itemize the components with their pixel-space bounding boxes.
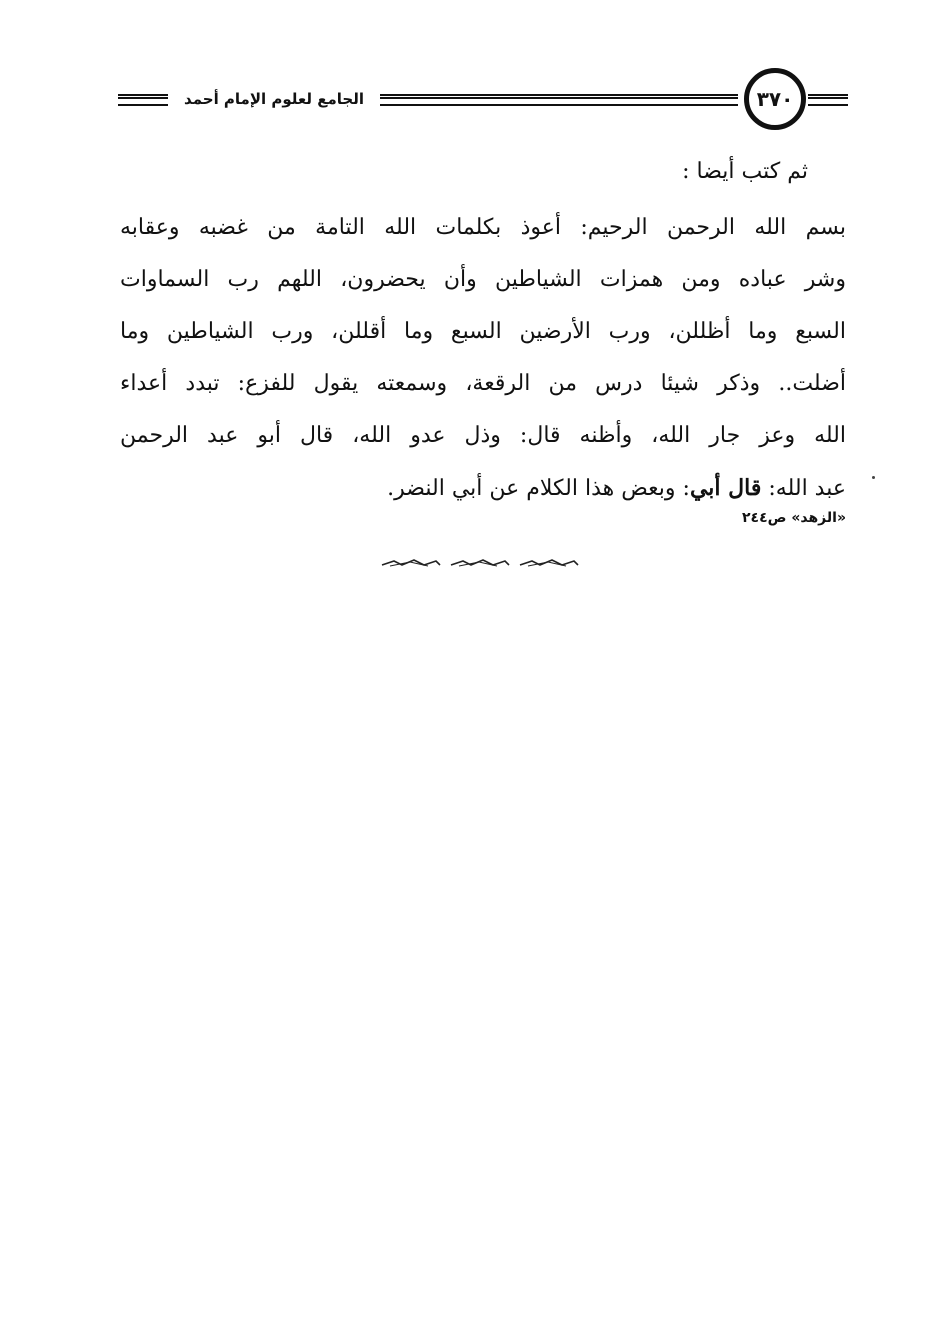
running-title: الجامع لعلوم الإمام أحمد (184, 90, 364, 108)
source-citation: «الزهد» ص٢٤٤ (742, 510, 846, 526)
ornament-segment (449, 559, 511, 567)
text-line: السبع وما أظللن، ورب الأرضين السبع وما أقللن، ورب الشياطين وما (120, 319, 846, 344)
last-line-prefix: عبد الله: (761, 476, 846, 501)
header-rule-middle (380, 94, 738, 106)
ornament-segment (518, 559, 580, 567)
text-line: بسم الله الرحمن الرحيم: أعوذ بكلمات الله التامة من غضبه وعقابه (120, 215, 846, 240)
header-rule-left (118, 94, 168, 106)
intro-line: ثم كتب أيضا : (682, 159, 808, 184)
decorative-divider-icon (380, 555, 580, 571)
text-line: الله وعز جار الله، وأظنه قال: وذل عدو الله، قال أبو عبد الرحمن (120, 423, 846, 448)
speaker-label: قال أبي (689, 475, 762, 501)
text-line: أضلت.. وذكر شيئا درس من الرقعة، وسمعته يقول للفزع: تبدد أعداء (120, 371, 846, 396)
header-rule-right (808, 94, 848, 106)
page-header (118, 68, 848, 132)
page-number: ٣٧٠ (756, 87, 794, 111)
margin-mark (872, 476, 875, 479)
body-paragraph (120, 202, 846, 514)
ornament-segment (380, 559, 442, 567)
text-line: وشر عباده ومن همزات الشياطين وأن يحضرون، اللهم رب السماوات (120, 267, 846, 292)
last-line-suffix: : وبعض هذا الكلام عن أبي النضر. (387, 476, 690, 501)
page-number-badge (744, 68, 806, 130)
main-text (120, 152, 846, 514)
